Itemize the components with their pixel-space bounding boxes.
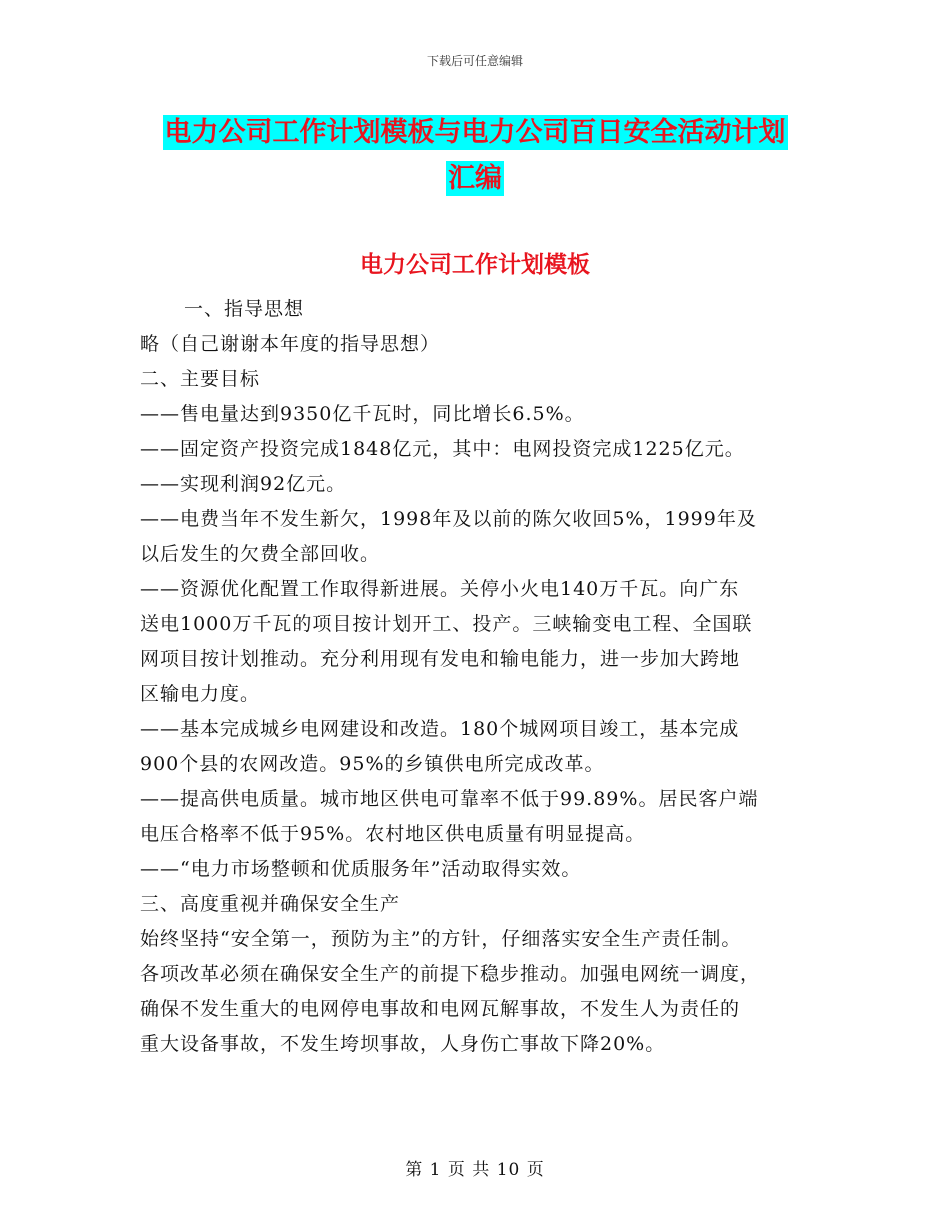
document-title-line-1: 电力公司工作计划模板与电力公司百日安全活动计划 <box>164 117 786 148</box>
page-footer-page-number: 第 1 页 共 10 页 <box>405 1160 545 1180</box>
paragraph-line: ——售电量达到9350亿千瓦时，同比增长6.5%。 <box>140 403 585 425</box>
heading-safety-production: 三、高度重视并确保安全生产 <box>140 893 401 915</box>
paragraph-line: ——提高供电质量。城市地区供电可靠率不低于99.89%。居民客户端 <box>140 788 759 810</box>
heading-main-goals: 二、主要目标 <box>140 368 261 390</box>
paragraph-line: 区输电力度。 <box>140 683 261 705</box>
paragraph-line: 始终坚持“安全第一，预防为主”的方针，仔细落实安全生产责任制。 <box>140 928 742 950</box>
paragraph-line: 900个县的农网改造。95%的乡镇供电所完成改革。 <box>140 753 605 775</box>
paragraph-line: 各项改革必须在确保安全生产的前提下稳步推动。加强电网统一调度， <box>140 963 761 985</box>
section-title: 电力公司工作计划模板 <box>360 252 590 278</box>
paragraph-line: 确保不发生重大的电网停电事故和电网瓦解事故，不发生人为责任的 <box>140 998 741 1020</box>
paragraph-line: 电压合格率不低于95%。农村地区供电质量有明显提高。 <box>140 823 646 845</box>
document-title-line-2: 汇编 <box>448 163 502 194</box>
heading-guiding-ideology: 一、指导思想 <box>184 298 305 320</box>
paragraph-line: 略（自己谢谢本年度的指导思想） <box>140 333 441 355</box>
paragraph-line: ——实现利润92亿元。 <box>140 473 347 495</box>
document-title <box>140 110 810 202</box>
paragraph-line: 以后发生的欠费全部回收。 <box>140 543 381 565</box>
paragraph-line: 重大设备事故，不发生垮坝事故，人身伤亡事故下降20%。 <box>140 1033 666 1055</box>
paragraph-line: 送电1000万千瓦的项目按计划开工、投产。三峡输变电工程、全国联 <box>140 613 753 635</box>
paragraph-line: ——“电力市场整顿和优质服务年”活动取得实效。 <box>140 858 582 880</box>
paragraph-line: ——电费当年不发生新欠，1998年及以前的陈欠收回5%，1999年及 <box>140 508 757 530</box>
paragraph-line: ——基本完成城乡电网建设和改造。180个城网项目竣工，基本完成 <box>140 718 740 740</box>
paragraph-line: ——固定资产投资完成1848亿元，其中：电网投资完成1225亿元。 <box>140 438 745 460</box>
paragraph-line: ——资源优化配置工作取得新进展。关停小火电140万千瓦。向广东 <box>140 578 740 600</box>
paragraph-line: 网项目按计划推动。充分利用现有发电和输电能力，进一步加大跨地 <box>140 648 741 670</box>
page-header-note: 下载后可任意编辑 <box>426 54 523 68</box>
document-body <box>140 292 808 1062</box>
